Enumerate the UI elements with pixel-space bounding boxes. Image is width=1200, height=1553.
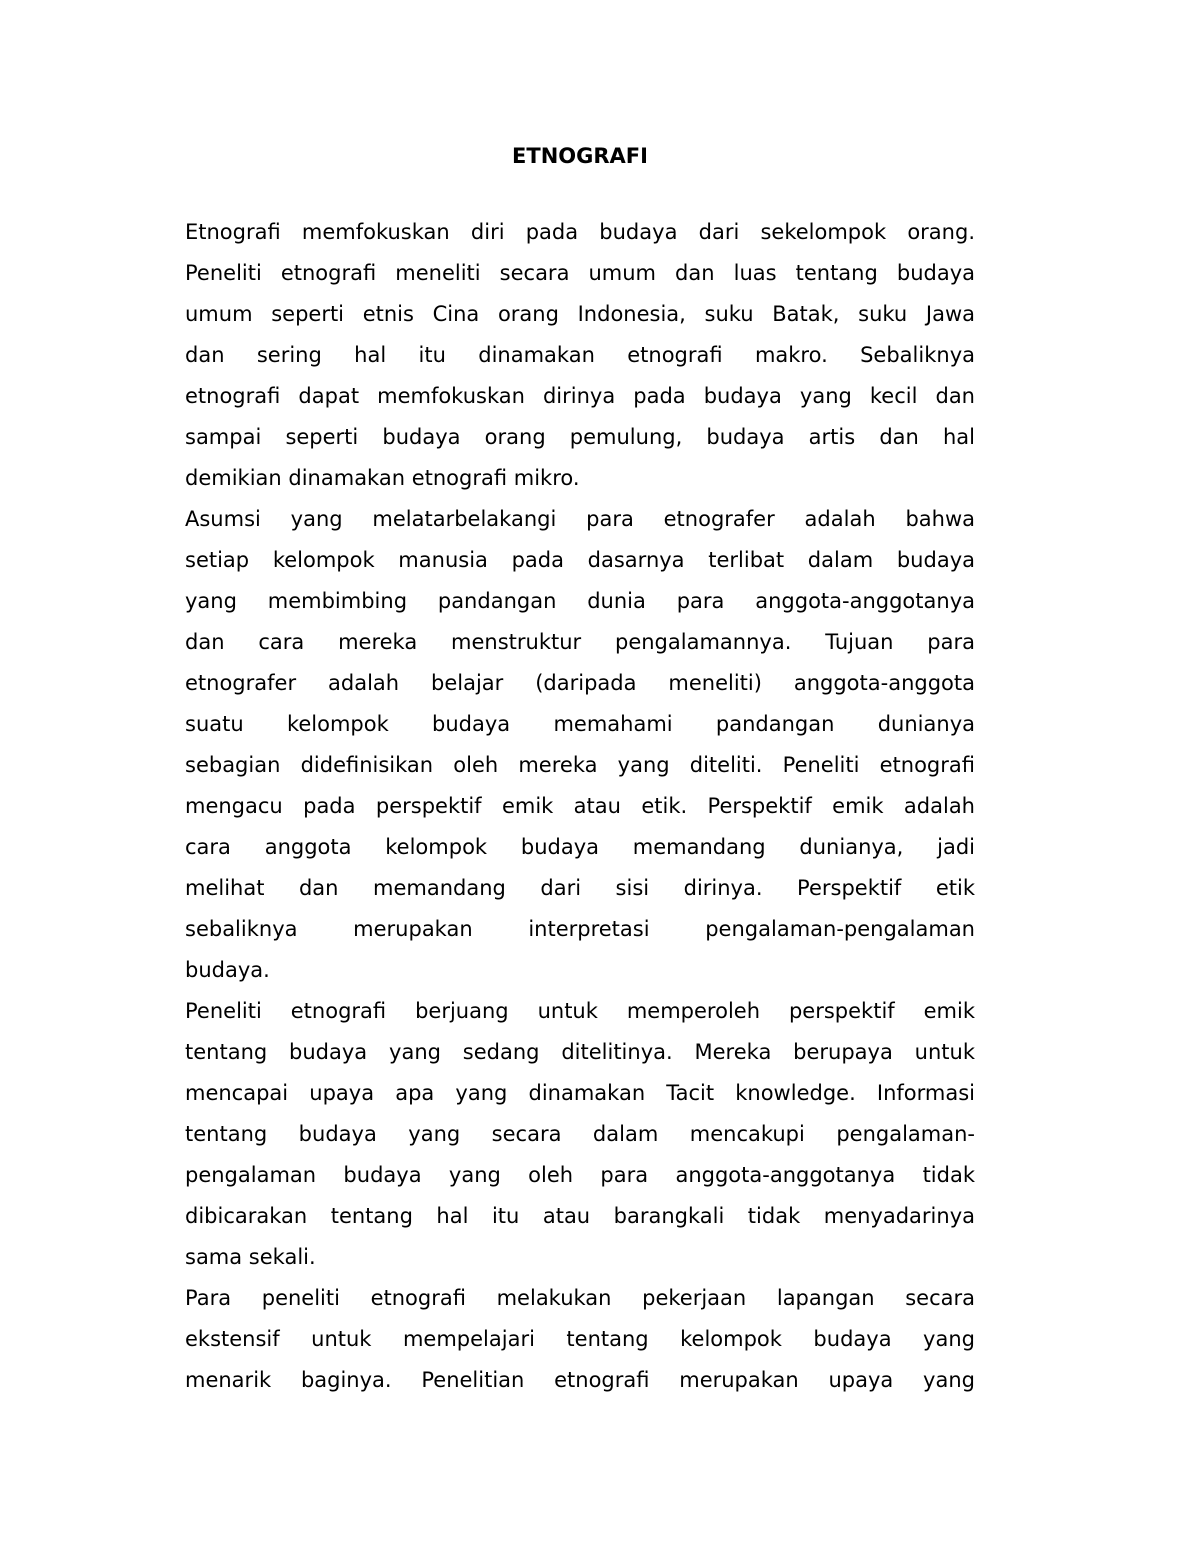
paragraph-line: etnografi dapat memfokuskan dirinya pada budaya yang kecil dan xyxy=(185,384,975,408)
paragraph-line: Peneliti etnografi meneliti secara umum dan luas tentang budaya xyxy=(185,261,975,285)
paragraph xyxy=(185,994,975,1281)
paragraph-line: mencapai upaya apa yang dinamakan Tacit knowledge. Informasi xyxy=(185,1081,975,1105)
paragraph-line: Etnografi memfokuskan diri pada budaya dari sekelompok orang. xyxy=(185,220,975,244)
paragraph xyxy=(185,1281,975,1404)
paragraph-line: Para peneliti etnografi melakukan pekerjaan lapangan secara xyxy=(185,1286,975,1310)
paragraph-line: mengacu pada perspektif emik atau etik. Perspektif emik adalah xyxy=(185,794,975,818)
paragraph-line: sampai seperti budaya orang pemulung, budaya artis dan hal xyxy=(185,425,975,449)
paragraph-line: Peneliti etnografi berjuang untuk memperoleh perspektif emik xyxy=(185,999,975,1023)
paragraph xyxy=(185,215,975,502)
paragraph-line: cara anggota kelompok budaya memandang dunianya, jadi xyxy=(185,835,975,859)
paragraph-line: demikian dinamakan etnografi mikro. xyxy=(185,466,580,490)
paragraph-line: sebaliknya merupakan interpretasi pengalaman-pengalaman xyxy=(185,917,975,941)
paragraph-line: ekstensif untuk mempelajari tentang kelompok budaya yang xyxy=(185,1327,975,1351)
document-body xyxy=(185,215,975,1404)
paragraph-line: setiap kelompok manusia pada dasarnya terlibat dalam budaya xyxy=(185,548,975,572)
paragraph xyxy=(185,502,975,994)
paragraph-line: melihat dan memandang dari sisi dirinya. Perspektif etik xyxy=(185,876,975,900)
paragraph-line: sebagian didefinisikan oleh mereka yang diteliti. Peneliti etnografi xyxy=(185,753,975,777)
paragraph-line: tentang budaya yang secara dalam mencakupi pengalaman- xyxy=(185,1122,975,1146)
paragraph-line: dan sering hal itu dinamakan etnografi makro. Sebaliknya xyxy=(185,343,975,367)
document-title: ETNOGRAFI xyxy=(512,144,648,168)
paragraph-line: tentang budaya yang sedang ditelitinya. Mereka berupaya untuk xyxy=(185,1040,975,1064)
paragraph-line: dan cara mereka menstruktur pengalamannya. Tujuan para xyxy=(185,630,975,654)
paragraph-line: dibicarakan tentang hal itu atau barangkali tidak menyadarinya xyxy=(185,1204,975,1228)
paragraph-line: yang membimbing pandangan dunia para anggota-anggotanya xyxy=(185,589,975,613)
paragraph-line: suatu kelompok budaya memahami pandangan dunianya xyxy=(185,712,975,736)
paragraph-line: menarik baginya. Penelitian etnografi merupakan upaya yang xyxy=(185,1368,975,1392)
paragraph-line: sama sekali. xyxy=(185,1245,316,1269)
paragraph-line: umum seperti etnis Cina orang Indonesia, suku Batak, suku Jawa xyxy=(185,302,975,326)
paragraph-line: budaya. xyxy=(185,958,270,982)
paragraph-line: Asumsi yang melatarbelakangi para etnografer adalah bahwa xyxy=(185,507,975,531)
paragraph-line: etnografer adalah belajar (daripada meneliti) anggota-anggota xyxy=(185,671,975,695)
paragraph-line: pengalaman budaya yang oleh para anggota-anggotanya tidak xyxy=(185,1163,975,1187)
